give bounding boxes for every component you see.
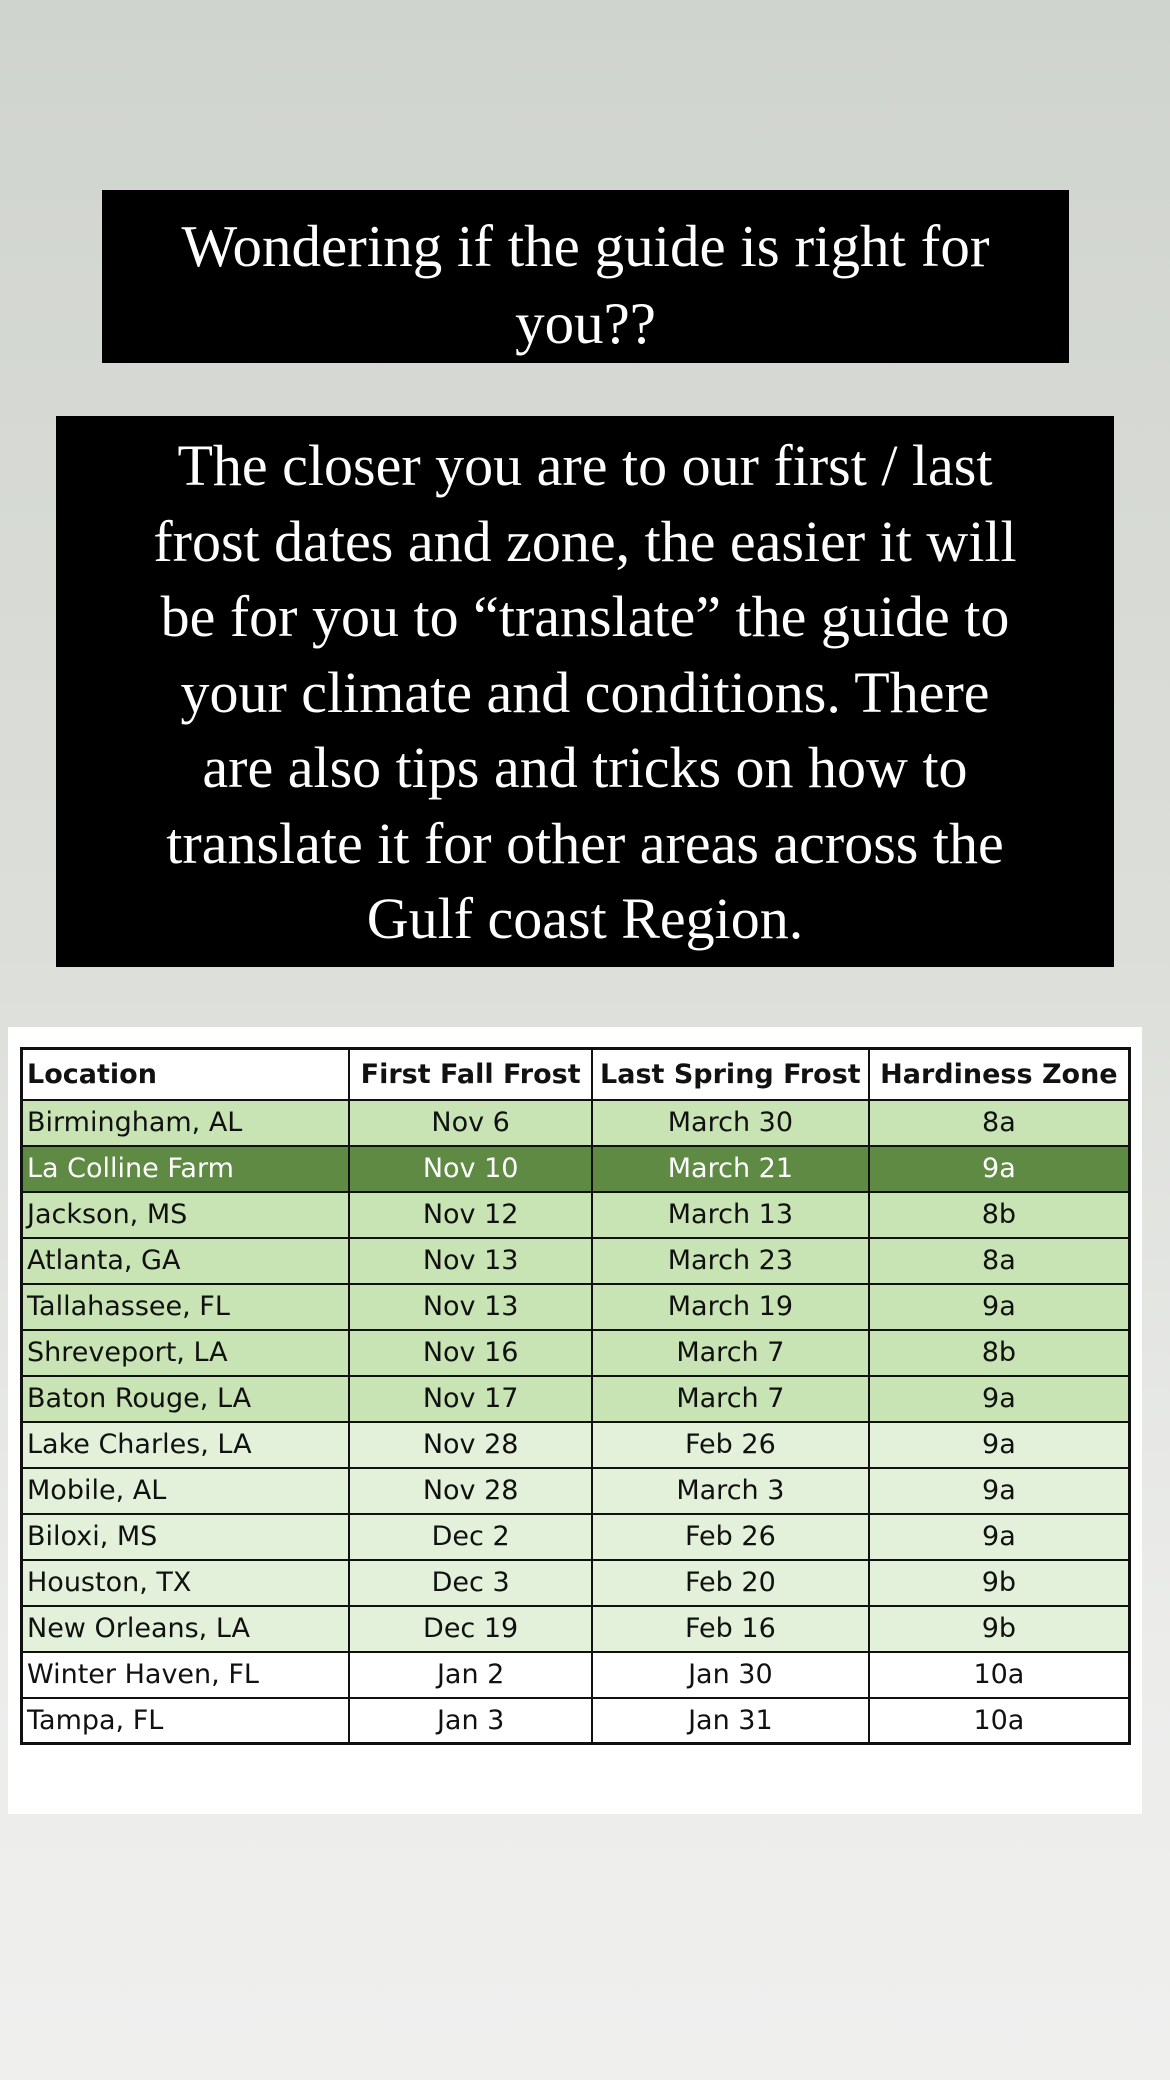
cell-location: Lake Charles, LA	[22, 1422, 350, 1468]
cell-hardiness-zone: 10a	[869, 1652, 1130, 1698]
cell-hardiness-zone: 9a	[869, 1146, 1130, 1192]
cell-hardiness-zone: 9a	[869, 1422, 1130, 1468]
heading-line-2: you??	[515, 290, 656, 356]
table-row	[22, 1146, 1130, 1192]
cell-first-fall-frost: Jan 2	[349, 1652, 592, 1698]
cell-last-spring-frost: Feb 20	[592, 1560, 869, 1606]
cell-first-fall-frost: Nov 13	[349, 1284, 592, 1330]
cell-last-spring-frost: March 19	[592, 1284, 869, 1330]
table-row	[22, 1560, 1130, 1606]
cell-last-spring-frost: Jan 31	[592, 1698, 869, 1744]
cell-hardiness-zone: 8b	[869, 1330, 1130, 1376]
table-header-row	[22, 1049, 1130, 1100]
cell-last-spring-frost: March 23	[592, 1238, 869, 1284]
cell-first-fall-frost: Nov 6	[349, 1100, 592, 1146]
cell-first-fall-frost: Jan 3	[349, 1698, 592, 1744]
table-row	[22, 1238, 1130, 1284]
heading-line-1: Wondering if the guide is right for	[181, 213, 990, 279]
cell-hardiness-zone: 9a	[869, 1284, 1130, 1330]
description-line: be for you to “translate” the guide to	[160, 584, 1010, 649]
cell-hardiness-zone: 9b	[869, 1606, 1130, 1652]
description-line: Gulf coast Region.	[366, 886, 804, 951]
cell-hardiness-zone: 8a	[869, 1238, 1130, 1284]
description-line: are also tips and tricks on how to	[202, 735, 968, 800]
cell-hardiness-zone: 10a	[869, 1698, 1130, 1744]
cell-first-fall-frost: Nov 10	[349, 1146, 592, 1192]
cell-first-fall-frost: Nov 12	[349, 1192, 592, 1238]
cell-first-fall-frost: Nov 28	[349, 1468, 592, 1514]
cell-last-spring-frost: March 7	[592, 1376, 869, 1422]
table-row	[22, 1284, 1130, 1330]
header-last-spring-frost: Last Spring Frost	[592, 1049, 869, 1100]
cell-first-fall-frost: Dec 2	[349, 1514, 592, 1560]
cell-last-spring-frost: March 30	[592, 1100, 869, 1146]
cell-location: Mobile, AL	[22, 1468, 350, 1514]
table-row	[22, 1606, 1130, 1652]
description-line: translate it for other areas across the	[166, 810, 1004, 876]
cell-last-spring-frost: March 21	[592, 1146, 869, 1192]
cell-hardiness-zone: 8a	[869, 1100, 1130, 1146]
cell-last-spring-frost: Jan 30	[592, 1652, 869, 1698]
table-row	[22, 1192, 1130, 1238]
cell-location: Winter Haven, FL	[22, 1652, 350, 1698]
cell-location: Houston, TX	[22, 1560, 350, 1606]
cell-last-spring-frost: March 13	[592, 1192, 869, 1238]
cell-hardiness-zone: 8b	[869, 1192, 1130, 1238]
table-row	[22, 1468, 1130, 1514]
table-row	[22, 1652, 1130, 1698]
header-first-fall-frost: First Fall Frost	[349, 1049, 592, 1100]
cell-location: New Orleans, LA	[22, 1606, 350, 1652]
cell-first-fall-frost: Nov 17	[349, 1376, 592, 1422]
table-row	[22, 1330, 1130, 1376]
table-row	[22, 1514, 1130, 1560]
cell-first-fall-frost: Dec 19	[349, 1606, 592, 1652]
cell-hardiness-zone: 9a	[869, 1468, 1130, 1514]
heading-box	[102, 190, 1069, 363]
cell-last-spring-frost: March 7	[592, 1330, 869, 1376]
cell-location: Tallahassee, FL	[22, 1284, 350, 1330]
cell-location: Jackson, MS	[22, 1192, 350, 1238]
description-line: The closer you are to our first / last	[177, 433, 993, 498]
cell-first-fall-frost: Nov 16	[349, 1330, 592, 1376]
table-row	[22, 1698, 1130, 1744]
description-box	[56, 416, 1114, 967]
cell-location: Baton Rouge, LA	[22, 1376, 350, 1422]
cell-first-fall-frost: Nov 13	[349, 1238, 592, 1284]
description-line: your climate and conditions. There	[180, 659, 990, 725]
cell-hardiness-zone: 9b	[869, 1560, 1130, 1606]
table-body	[22, 1100, 1130, 1744]
cell-last-spring-frost: Feb 16	[592, 1606, 869, 1652]
header-location: Location	[22, 1049, 350, 1100]
table-row	[22, 1376, 1130, 1422]
cell-first-fall-frost: Nov 28	[349, 1422, 592, 1468]
cell-location: Shreveport, LA	[22, 1330, 350, 1376]
cell-location: Biloxi, MS	[22, 1514, 350, 1560]
cell-hardiness-zone: 9a	[869, 1514, 1130, 1560]
frost-dates-table	[20, 1047, 1131, 1745]
description-line: frost dates and zone, the easier it will	[153, 508, 1017, 574]
cell-last-spring-frost: Feb 26	[592, 1514, 869, 1560]
cell-last-spring-frost: March 3	[592, 1468, 869, 1514]
cell-first-fall-frost: Dec 3	[349, 1560, 592, 1606]
cell-last-spring-frost: Feb 26	[592, 1422, 869, 1468]
cell-location: Atlanta, GA	[22, 1238, 350, 1284]
table-row	[22, 1100, 1130, 1146]
cell-location: La Colline Farm	[22, 1146, 350, 1192]
frost-table-card	[8, 1027, 1142, 1814]
header-hardiness-zone: Hardiness Zone	[869, 1049, 1130, 1100]
cell-location: Birmingham, AL	[22, 1100, 350, 1146]
cell-hardiness-zone: 9a	[869, 1376, 1130, 1422]
cell-location: Tampa, FL	[22, 1698, 350, 1744]
table-row	[22, 1422, 1130, 1468]
